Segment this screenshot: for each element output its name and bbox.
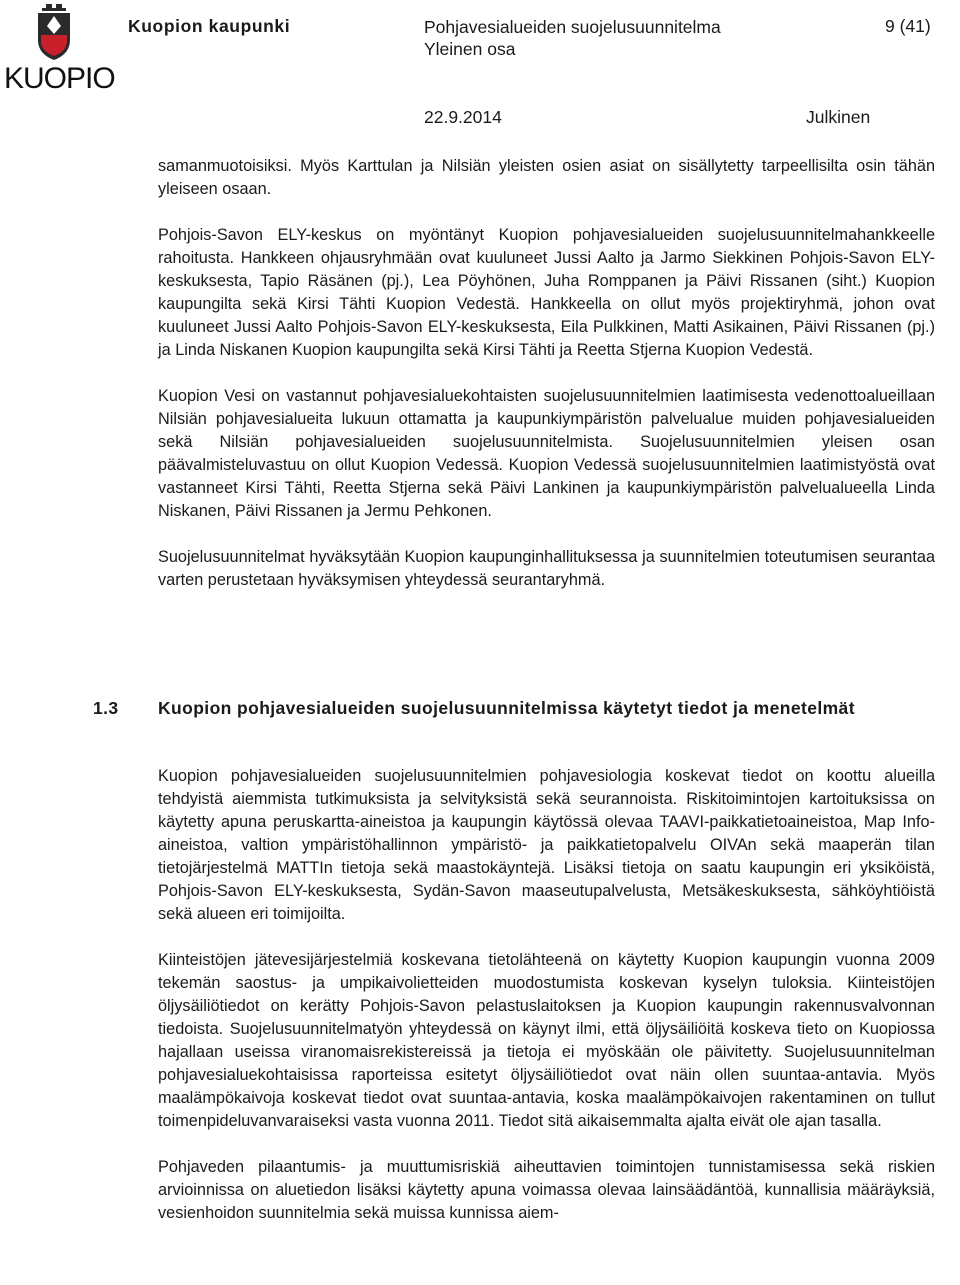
paragraph: Pohjaveden pilaantumis- ja muuttumisriskiä aiheuttavien toimintojen tunnistamisessa sekä riskien arvioinnissa on aluetiedon lisäksi käytetty apuna voimassa olevaa lainsäädäntöä, kunnallisia määräyksiä, vesienhoidon suunnitelmia sekä muissa kunnissa aiem-	[158, 1158, 935, 1222]
document-date: 22.9.2014	[424, 107, 502, 127]
organization-name: Kuopion kaupunki	[128, 16, 291, 36]
kuopio-logo	[4, 2, 115, 95]
coat-of-arms-icon	[34, 4, 74, 62]
paragraph: Kuopion Vesi on vastannut pohjavesialuekohtaisten suojelusuunnitelmien laatimisesta vedenottoalueillaan Nilsiän pohjavesialueita lukuun ottamatta ja kaupunkiympäristön palvelualue muiden pohjavesialueiden sekä Nilsiän pohjavesialueiden suojelusuunnitelmista. Suojelusuunnitelmien yleisen osan päävalmisteluvastuu on ollut Kuopion Vedessä. Kuopion Vedessä suojelusuunnitelmien laatimistyöstä ovat vastanneet Kirsi Tähti, Reetta Stjerna sekä Päivi Lankinen ja kaupunkiympäristön palvelualueella Linda Niskanen, Päivi Rissanen ja Jermu Pehkonen.	[158, 387, 935, 520]
paragraph: Pohjois-Savon ELY-keskus on myöntänyt Kuopion pohjavesialueiden suojelusuunnitelmahankkeelle rahoitusta. Hankkeen ohjausryhmään ovat kuuluneet Jussi Aalto ja Jarmo Siekkinen Pohjois-Savon ELY-keskuksesta, Tapio Räsänen (pj.), Lea Pöyhönen, Juha Romppanen ja Päivi Rissanen (siht.) Kuopion kaupungilta sekä Kirsi Tähti Kuopion Vedestä. Hankkeella on ollut myös projektiryhmä, johon ovat kuuluneet Jussi Aalto Pohjois-Savon ELY-keskuksesta, Eila Pulkkinen, Matti Asikainen, Päivi Rissanen (pj.) ja Linda Niskanen Kuopion kaupungilta sekä Kirsi Tähti ja Reetta Stjerna Kuopion Vedestä.	[158, 226, 935, 359]
page-number: 9 (41)	[885, 16, 931, 36]
paragraph: Kuopion pohjavesialueiden suojelusuunnitelmien pohjavesiologia koskevat tiedot on koottu alueilla tehdyistä aiemmista tutkimuksista ja selvityksistä sekä seurannoista. Riskitoimintojen kartoituksissa on käytetty apuna peruskartta-aineistoa ja kaupungin käytössä olevaa TAAVI-paikkatietoaineistoa, Map Info-aineistoa, valtion ympäristöhallinnon ympäristö- ja paikkatietopalvelu OIVAn sekä maaperän tilan tietojärjestelmä MATTIn tietoja sekä maastokäyntejä. Lisäksi tietoja on saatu kaupungin eri yksiköistä, Pohjois-Savon ELY-keskuksesta, Sydän-Savon maaseutupalvelusta, Metsäkeskuksesta, sähköyhtiöistä sekä alueen eri toimijoilta.	[158, 767, 935, 923]
intro-section	[158, 155, 935, 592]
logo-text: KUOPIO	[4, 62, 115, 95]
document-subtitle: Yleinen osa	[424, 39, 516, 59]
section-body	[158, 765, 935, 1248]
paragraph: Suojelusuunnitelmat hyväksytään Kuopion kaupunginhallituksessa ja suunnitelmien toteutumisen seurantaa varten perustetaan hyväksymisen yhteydessä seurantaryhmä.	[158, 548, 935, 589]
paragraph: samanmuotoisiksi. Myös Karttulan ja Nilsiän yleisten osien asiat on sisällytetty tarpeellisilta osin tähän yleiseen osaan.	[158, 157, 935, 198]
document-title-block	[424, 16, 721, 60]
document-title: Pohjavesialueiden suojelusuunnitelma	[424, 17, 721, 37]
section-number: 1.3	[93, 698, 119, 718]
section-title: Kuopion pohjavesialueiden suojelusuunnitelmissa käytetyt tiedot ja menetelmät	[158, 698, 855, 718]
paragraph: Kiinteistöjen jätevesijärjestelmiä koskevana tietolähteenä on käytetty Kuopion kaupungin vuonna 2009 tekemän saostus- ja umpikaivolietteiden muodostumista koskevan kyselyn tuloksia. Kiinteistöjen öljysäiliötiedot on kerätty Pohjois-Savon pelastuslaitoksen ja Kuopion kaupungin rakennusvalvonnan tiedoista. Suojelusuunnitelmatyön yhteydessä on käynyt ilmi, että öljysäiliöitä koskeva tieto on Kuopiossa hajallaan useissa viranomaisrekistereissä ja tietoja ei myöskään ole päivitetty. Suojelusuunnitelman pohjavesialuekohtaisissa raporteissa esitetyt öljysäiliötiedot ovat näin ollen suuntaa-antavia. Myös maalämpökaivoja koskevat tiedot ovat suuntaa-antavia, koska maalämpökaivojen rakentaminen on tullut toimenpideluvanvaraiseksi vasta vuonna 2011. Tiedot sitä aikaisemmalta ajalta eivät ole ajan tasalla.	[158, 951, 935, 1130]
classification-label: Julkinen	[806, 107, 871, 127]
